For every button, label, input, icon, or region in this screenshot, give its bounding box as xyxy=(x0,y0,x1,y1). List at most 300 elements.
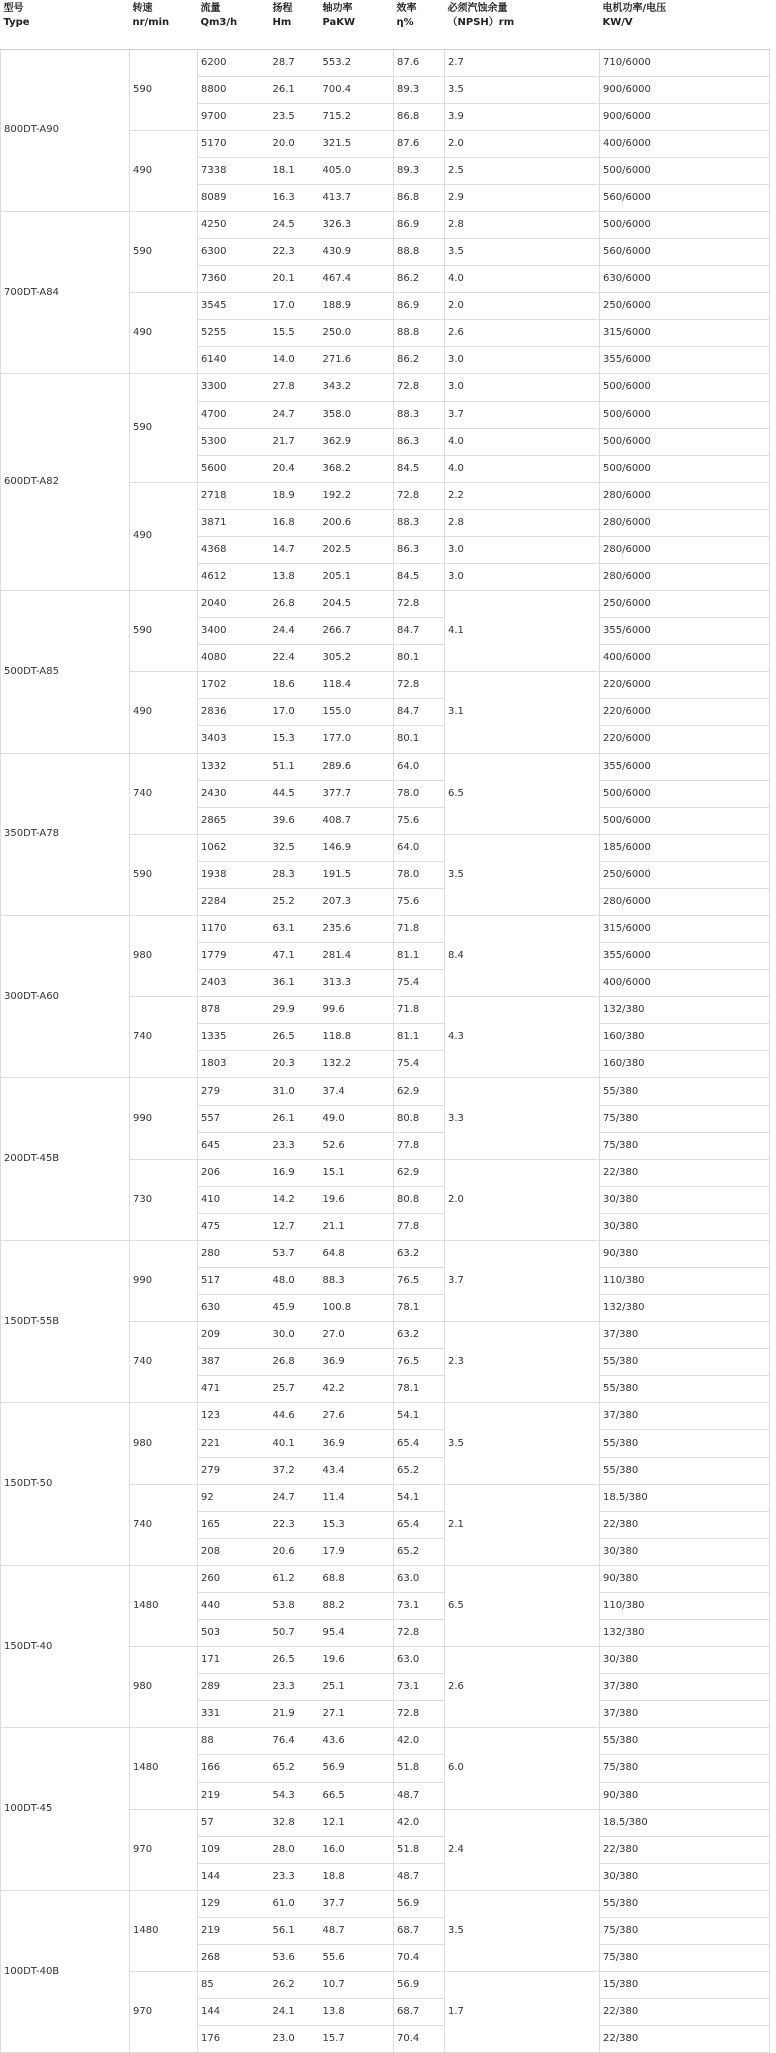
table-body xyxy=(1,49,770,2053)
shaft-power-cell: 25.1 xyxy=(320,1674,394,1701)
efficiency-cell: 76.5 xyxy=(394,1349,445,1376)
efficiency-cell: 72.8 xyxy=(394,482,445,509)
npsh-cell: 4.1 xyxy=(445,591,600,672)
head-cell: 45.9 xyxy=(270,1295,320,1322)
shaft-power-cell: 66.5 xyxy=(320,1782,394,1809)
flow-cell: 219 xyxy=(198,1917,270,1944)
motor-power-cell: 75/380 xyxy=(600,1105,770,1132)
head-cell: 22.3 xyxy=(270,1511,320,1538)
speed-cell: 590 xyxy=(130,49,198,130)
efficiency-cell: 63.0 xyxy=(394,1565,445,1592)
shaft-power-cell: 362.9 xyxy=(320,428,394,455)
npsh-cell: 3.5 xyxy=(445,1403,600,1484)
motor-power-cell: 630/6000 xyxy=(600,266,770,293)
npsh-cell: 4.0 xyxy=(445,266,600,293)
efficiency-cell: 86.8 xyxy=(394,103,445,130)
flow-cell: 3871 xyxy=(198,509,270,536)
head-cell: 15.5 xyxy=(270,320,320,347)
motor-power-cell: 18.5/380 xyxy=(600,1809,770,1836)
efficiency-cell: 68.7 xyxy=(394,1999,445,2026)
flow-cell: 7338 xyxy=(198,157,270,184)
shaft-power-cell: 191.5 xyxy=(320,861,394,888)
head-cell: 21.9 xyxy=(270,1701,320,1728)
flow-cell: 4368 xyxy=(198,536,270,563)
flow-cell: 3545 xyxy=(198,293,270,320)
efficiency-cell: 84.7 xyxy=(394,699,445,726)
head-cell: 31.0 xyxy=(270,1078,320,1105)
table-row xyxy=(1,49,770,76)
shaft-power-cell: 467.4 xyxy=(320,266,394,293)
npsh-cell: 2.8 xyxy=(445,211,600,238)
efficiency-cell: 63.0 xyxy=(394,1647,445,1674)
efficiency-cell: 75.4 xyxy=(394,970,445,997)
shaft-power-cell: 88.3 xyxy=(320,1268,394,1295)
npsh-cell: 3.7 xyxy=(445,401,600,428)
motor-power-cell: 30/380 xyxy=(600,1863,770,1890)
motor-power-cell: 15/380 xyxy=(600,1972,770,1999)
shaft-power-cell: 95.4 xyxy=(320,1620,394,1647)
head-cell: 20.0 xyxy=(270,130,320,157)
speed-cell: 990 xyxy=(130,1240,198,1321)
model-type-cell: 350DT-A78 xyxy=(1,753,130,915)
npsh-cell: 2.8 xyxy=(445,509,600,536)
flow-cell: 878 xyxy=(198,997,270,1024)
motor-power-cell: 355/6000 xyxy=(600,753,770,780)
shaft-power-cell: 19.6 xyxy=(320,1647,394,1674)
flow-cell: 331 xyxy=(198,1701,270,1728)
speed-cell: 970 xyxy=(130,1809,198,1890)
head-cell: 26.5 xyxy=(270,1647,320,1674)
model-type-cell: 500DT-A85 xyxy=(1,591,130,753)
motor-power-cell: 132/380 xyxy=(600,997,770,1024)
shaft-power-cell: 18.8 xyxy=(320,1863,394,1890)
npsh-cell: 2.0 xyxy=(445,130,600,157)
motor-power-cell: 55/380 xyxy=(600,1430,770,1457)
shaft-power-cell: 15.7 xyxy=(320,2026,394,2053)
efficiency-cell: 86.9 xyxy=(394,211,445,238)
head-cell: 26.5 xyxy=(270,1024,320,1051)
shaft-power-cell: 715.2 xyxy=(320,103,394,130)
shaft-power-cell: 21.1 xyxy=(320,1213,394,1240)
efficiency-cell: 72.8 xyxy=(394,591,445,618)
flow-cell: 88 xyxy=(198,1728,270,1755)
npsh-cell: 3.5 xyxy=(445,1890,600,1971)
efficiency-cell: 86.3 xyxy=(394,428,445,455)
efficiency-cell: 76.5 xyxy=(394,1268,445,1295)
motor-power-cell: 400/6000 xyxy=(600,970,770,997)
shaft-power-cell: 27.1 xyxy=(320,1701,394,1728)
efficiency-cell: 80.8 xyxy=(394,1186,445,1213)
motor-power-cell: 132/380 xyxy=(600,1620,770,1647)
flow-cell: 2430 xyxy=(198,780,270,807)
column-header xyxy=(600,0,770,49)
shaft-power-cell: 11.4 xyxy=(320,1484,394,1511)
npsh-cell: 3.0 xyxy=(445,347,600,374)
model-type-cell: 300DT-A60 xyxy=(1,916,130,1078)
efficiency-cell: 75.6 xyxy=(394,807,445,834)
efficiency-cell: 89.3 xyxy=(394,76,445,103)
motor-power-cell: 22/380 xyxy=(600,2026,770,2053)
flow-cell: 2284 xyxy=(198,888,270,915)
motor-power-cell: 280/6000 xyxy=(600,536,770,563)
efficiency-cell: 80.8 xyxy=(394,1105,445,1132)
model-type-cell: 600DT-A82 xyxy=(1,374,130,591)
motor-power-cell: 355/6000 xyxy=(600,943,770,970)
head-cell: 18.1 xyxy=(270,157,320,184)
head-cell: 17.0 xyxy=(270,293,320,320)
shaft-power-cell: 289.6 xyxy=(320,753,394,780)
efficiency-cell: 73.1 xyxy=(394,1674,445,1701)
efficiency-cell: 51.8 xyxy=(394,1836,445,1863)
npsh-cell: 3.3 xyxy=(445,1078,600,1159)
head-cell: 28.0 xyxy=(270,1836,320,1863)
head-cell: 24.7 xyxy=(270,1484,320,1511)
flow-cell: 279 xyxy=(198,1078,270,1105)
flow-cell: 557 xyxy=(198,1105,270,1132)
header-row xyxy=(1,0,770,49)
motor-power-cell: 500/6000 xyxy=(600,807,770,834)
npsh-cell: 3.0 xyxy=(445,563,600,590)
flow-cell: 268 xyxy=(198,1944,270,1971)
shaft-power-cell: 408.7 xyxy=(320,807,394,834)
flow-cell: 4080 xyxy=(198,645,270,672)
efficiency-cell: 88.3 xyxy=(394,509,445,536)
efficiency-cell: 65.4 xyxy=(394,1430,445,1457)
shaft-power-cell: 188.9 xyxy=(320,293,394,320)
motor-power-cell: 37/380 xyxy=(600,1701,770,1728)
head-cell: 20.4 xyxy=(270,455,320,482)
model-type-cell: 150DT-40 xyxy=(1,1565,130,1727)
head-cell: 24.5 xyxy=(270,211,320,238)
efficiency-cell: 42.0 xyxy=(394,1728,445,1755)
model-type-cell: 200DT-45B xyxy=(1,1078,130,1240)
motor-power-cell: 500/6000 xyxy=(600,780,770,807)
head-cell: 22.3 xyxy=(270,239,320,266)
motor-power-cell: 30/380 xyxy=(600,1538,770,1565)
efficiency-cell: 77.8 xyxy=(394,1132,445,1159)
head-cell: 22.4 xyxy=(270,645,320,672)
shaft-power-cell: 132.2 xyxy=(320,1051,394,1078)
motor-power-cell: 500/6000 xyxy=(600,455,770,482)
speed-cell: 740 xyxy=(130,1484,198,1565)
motor-power-cell: 500/6000 xyxy=(600,428,770,455)
shaft-power-cell: 305.2 xyxy=(320,645,394,672)
head-cell: 18.9 xyxy=(270,482,320,509)
table-row xyxy=(1,1728,770,1755)
table-row xyxy=(1,1565,770,1592)
head-cell: 32.8 xyxy=(270,1809,320,1836)
npsh-cell: 2.9 xyxy=(445,184,600,211)
table-row xyxy=(1,1403,770,1430)
flow-cell: 92 xyxy=(198,1484,270,1511)
motor-power-cell: 30/380 xyxy=(600,1186,770,1213)
flow-cell: 5255 xyxy=(198,320,270,347)
efficiency-cell: 71.8 xyxy=(394,997,445,1024)
flow-cell: 4700 xyxy=(198,401,270,428)
speed-cell: 490 xyxy=(130,293,198,374)
shaft-power-cell: 42.2 xyxy=(320,1376,394,1403)
efficiency-cell: 62.9 xyxy=(394,1159,445,1186)
npsh-cell: 2.0 xyxy=(445,293,600,320)
flow-cell: 1170 xyxy=(198,916,270,943)
table-row xyxy=(1,1078,770,1105)
efficiency-cell: 87.6 xyxy=(394,49,445,76)
column-header-unit: PaKW xyxy=(322,17,356,28)
flow-cell: 219 xyxy=(198,1782,270,1809)
motor-power-cell: 75/380 xyxy=(600,1917,770,1944)
npsh-cell: 3.5 xyxy=(445,76,600,103)
head-cell: 23.3 xyxy=(270,1674,320,1701)
efficiency-cell: 48.7 xyxy=(394,1863,445,1890)
motor-power-cell: 560/6000 xyxy=(600,184,770,211)
column-header-unit: η% xyxy=(396,17,414,28)
flow-cell: 3300 xyxy=(198,374,270,401)
shaft-power-cell: 37.4 xyxy=(320,1078,394,1105)
speed-cell: 980 xyxy=(130,916,198,997)
flow-cell: 1803 xyxy=(198,1051,270,1078)
flow-cell: 1702 xyxy=(198,672,270,699)
speed-cell: 590 xyxy=(130,374,198,482)
flow-cell: 503 xyxy=(198,1620,270,1647)
head-cell: 16.8 xyxy=(270,509,320,536)
efficiency-cell: 68.7 xyxy=(394,1917,445,1944)
model-type-cell: 800DT-A90 xyxy=(1,49,130,211)
motor-power-cell: 30/380 xyxy=(600,1213,770,1240)
efficiency-cell: 81.1 xyxy=(394,943,445,970)
flow-cell: 85 xyxy=(198,1972,270,1999)
head-cell: 47.1 xyxy=(270,943,320,970)
shaft-power-cell: 250.0 xyxy=(320,320,394,347)
motor-power-cell: 55/380 xyxy=(600,1728,770,1755)
head-cell: 26.8 xyxy=(270,1349,320,1376)
motor-power-cell: 18.5/380 xyxy=(600,1484,770,1511)
efficiency-cell: 88.3 xyxy=(394,401,445,428)
head-cell: 25.7 xyxy=(270,1376,320,1403)
motor-power-cell: 90/380 xyxy=(600,1240,770,1267)
head-cell: 28.7 xyxy=(270,49,320,76)
flow-cell: 171 xyxy=(198,1647,270,1674)
shaft-power-cell: 430.9 xyxy=(320,239,394,266)
head-cell: 16.9 xyxy=(270,1159,320,1186)
head-cell: 24.4 xyxy=(270,618,320,645)
head-cell: 12.7 xyxy=(270,1213,320,1240)
model-type-cell: 150DT-50 xyxy=(1,1403,130,1565)
efficiency-cell: 63.2 xyxy=(394,1240,445,1267)
shaft-power-cell: 146.9 xyxy=(320,834,394,861)
motor-power-cell: 37/380 xyxy=(600,1674,770,1701)
flow-cell: 289 xyxy=(198,1674,270,1701)
efficiency-cell: 77.8 xyxy=(394,1213,445,1240)
flow-cell: 5600 xyxy=(198,455,270,482)
motor-power-cell: 37/380 xyxy=(600,1322,770,1349)
flow-cell: 2718 xyxy=(198,482,270,509)
motor-power-cell: 30/380 xyxy=(600,1647,770,1674)
head-cell: 20.3 xyxy=(270,1051,320,1078)
flow-cell: 144 xyxy=(198,1999,270,2026)
shaft-power-cell: 49.0 xyxy=(320,1105,394,1132)
motor-power-cell: 280/6000 xyxy=(600,563,770,590)
motor-power-cell: 37/380 xyxy=(600,1403,770,1430)
shaft-power-cell: 99.6 xyxy=(320,997,394,1024)
npsh-cell: 3.0 xyxy=(445,536,600,563)
motor-power-cell: 110/380 xyxy=(600,1592,770,1619)
head-cell: 30.0 xyxy=(270,1322,320,1349)
head-cell: 32.5 xyxy=(270,834,320,861)
flow-cell: 8089 xyxy=(198,184,270,211)
head-cell: 61.2 xyxy=(270,1565,320,1592)
flow-cell: 645 xyxy=(198,1132,270,1159)
shaft-power-cell: 43.6 xyxy=(320,1728,394,1755)
speed-cell: 590 xyxy=(130,211,198,292)
flow-cell: 6200 xyxy=(198,49,270,76)
column-header-label: 电机功率/电压 xyxy=(602,3,667,14)
flow-cell: 4250 xyxy=(198,211,270,238)
model-type-cell: 150DT-55B xyxy=(1,1240,130,1402)
npsh-cell: 3.9 xyxy=(445,103,600,130)
model-type-cell: 100DT-40B xyxy=(1,1890,130,2052)
head-cell: 23.3 xyxy=(270,1132,320,1159)
head-cell: 36.1 xyxy=(270,970,320,997)
efficiency-cell: 70.4 xyxy=(394,1944,445,1971)
head-cell: 39.6 xyxy=(270,807,320,834)
efficiency-cell: 64.0 xyxy=(394,834,445,861)
npsh-cell: 2.3 xyxy=(445,1322,600,1403)
flow-cell: 1335 xyxy=(198,1024,270,1051)
head-cell: 63.1 xyxy=(270,916,320,943)
head-cell: 17.0 xyxy=(270,699,320,726)
shaft-power-cell: 358.0 xyxy=(320,401,394,428)
shaft-power-cell: 200.6 xyxy=(320,509,394,536)
flow-cell: 165 xyxy=(198,1511,270,1538)
table-row xyxy=(1,753,770,780)
efficiency-cell: 51.8 xyxy=(394,1755,445,1782)
shaft-power-cell: 321.5 xyxy=(320,130,394,157)
motor-power-cell: 900/6000 xyxy=(600,103,770,130)
shaft-power-cell: 405.0 xyxy=(320,157,394,184)
shaft-power-cell: 118.8 xyxy=(320,1024,394,1051)
flow-cell: 3400 xyxy=(198,618,270,645)
shaft-power-cell: 192.2 xyxy=(320,482,394,509)
npsh-cell: 6.0 xyxy=(445,1728,600,1809)
shaft-power-cell: 56.9 xyxy=(320,1755,394,1782)
speed-cell: 740 xyxy=(130,753,198,834)
head-cell: 29.9 xyxy=(270,997,320,1024)
head-cell: 24.1 xyxy=(270,1999,320,2026)
efficiency-cell: 65.2 xyxy=(394,1457,445,1484)
npsh-cell: 6.5 xyxy=(445,753,600,834)
column-header-unit: （NPSH）rm xyxy=(447,17,515,28)
efficiency-cell: 62.9 xyxy=(394,1078,445,1105)
motor-power-cell: 75/380 xyxy=(600,1132,770,1159)
flow-cell: 3403 xyxy=(198,726,270,753)
motor-power-cell: 220/6000 xyxy=(600,672,770,699)
flow-cell: 5300 xyxy=(198,428,270,455)
efficiency-cell: 70.4 xyxy=(394,2026,445,2053)
motor-power-cell: 90/380 xyxy=(600,1565,770,1592)
head-cell: 26.2 xyxy=(270,1972,320,1999)
shaft-power-cell: 413.7 xyxy=(320,184,394,211)
shaft-power-cell: 64.8 xyxy=(320,1240,394,1267)
head-cell: 53.6 xyxy=(270,1944,320,1971)
motor-power-cell: 710/6000 xyxy=(600,49,770,76)
efficiency-cell: 84.5 xyxy=(394,455,445,482)
table-row xyxy=(1,1890,770,1917)
shaft-power-cell: 271.6 xyxy=(320,347,394,374)
efficiency-cell: 54.1 xyxy=(394,1403,445,1430)
motor-power-cell: 500/6000 xyxy=(600,401,770,428)
speed-cell: 590 xyxy=(130,591,198,672)
shaft-power-cell: 326.3 xyxy=(320,211,394,238)
head-cell: 26.1 xyxy=(270,76,320,103)
npsh-cell: 3.7 xyxy=(445,1240,600,1321)
speed-cell: 730 xyxy=(130,1159,198,1240)
column-header xyxy=(394,0,445,49)
head-cell: 27.8 xyxy=(270,374,320,401)
head-cell: 61.0 xyxy=(270,1890,320,1917)
shaft-power-cell: 43.4 xyxy=(320,1457,394,1484)
efficiency-cell: 65.2 xyxy=(394,1538,445,1565)
efficiency-cell: 86.3 xyxy=(394,536,445,563)
column-header-label: 轴功率 xyxy=(322,3,353,14)
flow-cell: 475 xyxy=(198,1213,270,1240)
efficiency-cell: 65.4 xyxy=(394,1511,445,1538)
efficiency-cell: 86.9 xyxy=(394,293,445,320)
flow-cell: 7360 xyxy=(198,266,270,293)
motor-power-cell: 280/6000 xyxy=(600,509,770,536)
npsh-cell: 2.7 xyxy=(445,49,600,76)
column-header xyxy=(198,0,270,49)
shaft-power-cell: 553.2 xyxy=(320,49,394,76)
column-header xyxy=(270,0,320,49)
speed-cell: 740 xyxy=(130,1322,198,1403)
head-cell: 53.8 xyxy=(270,1592,320,1619)
shaft-power-cell: 36.9 xyxy=(320,1430,394,1457)
head-cell: 28.3 xyxy=(270,861,320,888)
shaft-power-cell: 27.6 xyxy=(320,1403,394,1430)
npsh-cell: 6.5 xyxy=(445,1565,600,1646)
motor-power-cell: 315/6000 xyxy=(600,320,770,347)
motor-power-cell: 55/380 xyxy=(600,1376,770,1403)
flow-cell: 2403 xyxy=(198,970,270,997)
flow-cell: 2836 xyxy=(198,699,270,726)
npsh-cell: 3.5 xyxy=(445,239,600,266)
motor-power-cell: 185/6000 xyxy=(600,834,770,861)
flow-cell: 1938 xyxy=(198,861,270,888)
speed-cell: 490 xyxy=(130,482,198,590)
efficiency-cell: 86.2 xyxy=(394,347,445,374)
flow-cell: 517 xyxy=(198,1268,270,1295)
npsh-cell: 2.0 xyxy=(445,1159,600,1240)
efficiency-cell: 72.8 xyxy=(394,374,445,401)
shaft-power-cell: 368.2 xyxy=(320,455,394,482)
efficiency-cell: 86.8 xyxy=(394,184,445,211)
head-cell: 14.2 xyxy=(270,1186,320,1213)
shaft-power-cell: 204.5 xyxy=(320,591,394,618)
shaft-power-cell: 10.7 xyxy=(320,1972,394,1999)
flow-cell: 280 xyxy=(198,1240,270,1267)
shaft-power-cell: 88.2 xyxy=(320,1592,394,1619)
table-row xyxy=(1,211,770,238)
shaft-power-cell: 36.9 xyxy=(320,1349,394,1376)
head-cell: 20.1 xyxy=(270,266,320,293)
efficiency-cell: 78.0 xyxy=(394,861,445,888)
column-header-unit: Hm xyxy=(272,17,292,28)
flow-cell: 208 xyxy=(198,1538,270,1565)
speed-cell: 490 xyxy=(130,130,198,211)
column-header-unit: nr/min xyxy=(132,17,170,28)
head-cell: 23.3 xyxy=(270,1863,320,1890)
head-cell: 20.6 xyxy=(270,1538,320,1565)
